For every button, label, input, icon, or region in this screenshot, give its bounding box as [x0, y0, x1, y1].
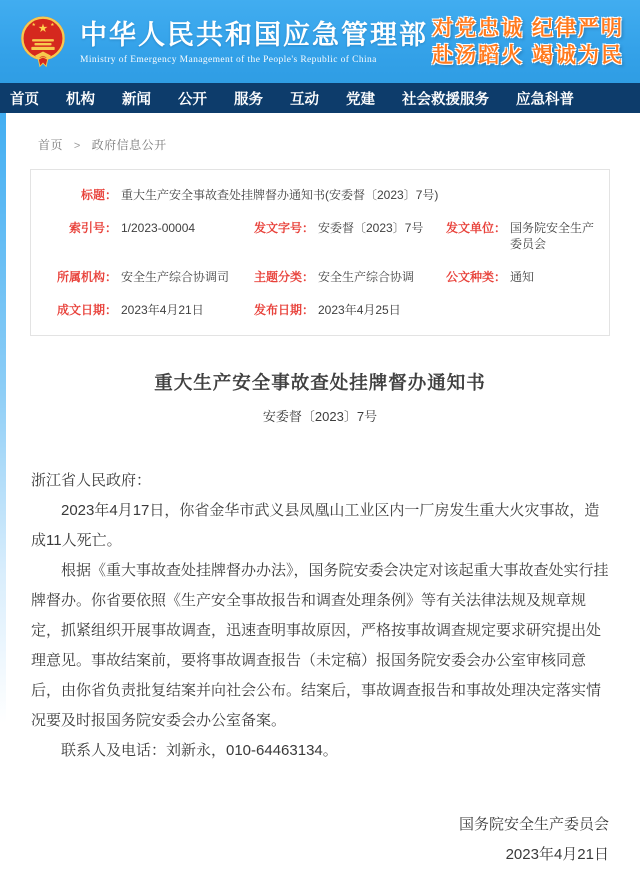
meta-field-topic-category	[242, 269, 434, 285]
document-article	[0, 369, 640, 870]
document-meta-box	[30, 169, 610, 336]
breadcrumb-home-link[interactable]: 首页	[38, 138, 64, 152]
document-signer: 国务院安全生产委员会	[458, 816, 609, 833]
svg-text:★: ★	[50, 21, 55, 27]
meta-value-doc-number: 安委督〔2023〕7号	[318, 221, 424, 235]
meta-label-written-date: 成文日期：	[56, 303, 117, 317]
site-header	[0, 0, 640, 83]
meta-value-title: 重大生产安全事故查处挂牌督办通知书(安委督〔2023〕7号)	[121, 188, 439, 202]
document-salutation: 浙江省人民政府：	[31, 472, 152, 489]
slogan-line-2: 赴汤蹈火 竭诚为民	[432, 43, 624, 67]
meta-field-doc-number	[242, 220, 434, 252]
slogan-line-1: 对党忠诚 纪律严明	[432, 16, 624, 40]
document-sign-date: 2023年4月21日	[505, 846, 609, 863]
nav-item-disclosure[interactable]: 公开	[178, 91, 207, 108]
meta-value-issuing-unit: 国务院安全生产委员会	[510, 221, 595, 251]
nav-item-party[interactable]: 党建	[346, 91, 375, 108]
site-title: 中华人民共和国应急管理部	[80, 19, 428, 50]
nav-item-news[interactable]: 新闻	[122, 91, 151, 108]
document-body	[31, 466, 609, 766]
meta-label-doc-number: 发文字号：	[253, 221, 314, 235]
nav-item-orgs[interactable]: 机构	[66, 91, 95, 108]
meta-value-topic-category: 安全生产综合协调	[318, 270, 415, 284]
nav-item-interaction[interactable]: 互动	[290, 91, 319, 108]
meta-label-issuing-unit: 发文单位：	[445, 221, 506, 235]
meta-value-department: 安全生产综合协调司	[121, 270, 230, 284]
svg-text:★: ★	[31, 21, 36, 27]
nav-item-home[interactable]: 首页	[10, 91, 39, 108]
document-paragraph-contact: 联系人及电话：刘新永，010-64463134。	[61, 742, 338, 759]
header-slogan	[432, 15, 626, 69]
meta-field-issuing-unit	[434, 220, 595, 252]
meta-label-index-number: 索引号：	[68, 221, 117, 235]
main-nav	[0, 83, 640, 113]
meta-value-index-number: 1/2023-00004	[121, 221, 196, 235]
meta-label-topic-category: 主题分类：	[253, 270, 314, 284]
meta-value-doc-type: 通知	[510, 270, 535, 284]
document-title: 重大生产安全事故查处挂牌督办通知书	[154, 374, 486, 394]
meta-label-publish-date: 发布日期：	[253, 303, 314, 317]
nav-item-services[interactable]: 服务	[234, 91, 263, 108]
meta-field-title	[45, 187, 595, 203]
meta-field-department	[45, 269, 242, 285]
document-number: 安委督〔2023〕7号	[262, 409, 378, 424]
document-paragraph-1: 2023年4月17日，你省金华市武义县凤凰山工业区内一厂房发生重大火灾事故，造成11人死亡。	[31, 502, 600, 549]
document-paragraph-2: 根据《重大事故查处挂牌督办办法》，国务院安委会决定对该起重大事故查处实行挂牌督办。你省要依照《生产安全事故报告和调查处理条例》等有关法律法规及规章规定，抓紧组织开展事故调查，迅速查明事故原因，严格按事故调查规定要求研究提出处理意见。事故结案前，要将事故调查报告（未定稿）报国务院安委会办公室审核同意后，由你省负责批复结案并向社会公布。结案后，事故调查报告和事故处理决定落实情况要及时报国务院安委会办公室备案。	[31, 562, 609, 729]
meta-field-written-date	[45, 302, 242, 318]
meta-value-written-date: 2023年4月21日	[121, 303, 204, 317]
breadcrumb-current: 政府信息公开	[91, 138, 167, 152]
meta-field-doc-type	[434, 269, 595, 285]
svg-text:★: ★	[37, 21, 49, 35]
meta-value-publish-date: 2023年4月25日	[318, 303, 401, 317]
meta-field-index-number	[45, 220, 242, 252]
national-emblem-icon	[18, 15, 68, 71]
site-title-block	[80, 19, 428, 65]
nav-item-science[interactable]: 应急科普	[516, 91, 574, 108]
site-subtitle: Ministry of Emergency Management of the People's Republic of China	[80, 54, 377, 65]
meta-label-doc-type: 公文种类：	[445, 270, 506, 284]
document-signature-block	[31, 810, 609, 870]
breadcrumb	[0, 113, 640, 167]
nav-item-social-rescue[interactable]: 社会救援服务	[402, 91, 489, 108]
breadcrumb-separator-icon: >	[73, 140, 81, 152]
meta-field-publish-date	[242, 302, 434, 318]
meta-label-department: 所属机构：	[56, 270, 117, 284]
document-meta-grid	[45, 187, 595, 318]
meta-label-title: 标题：	[80, 188, 117, 202]
